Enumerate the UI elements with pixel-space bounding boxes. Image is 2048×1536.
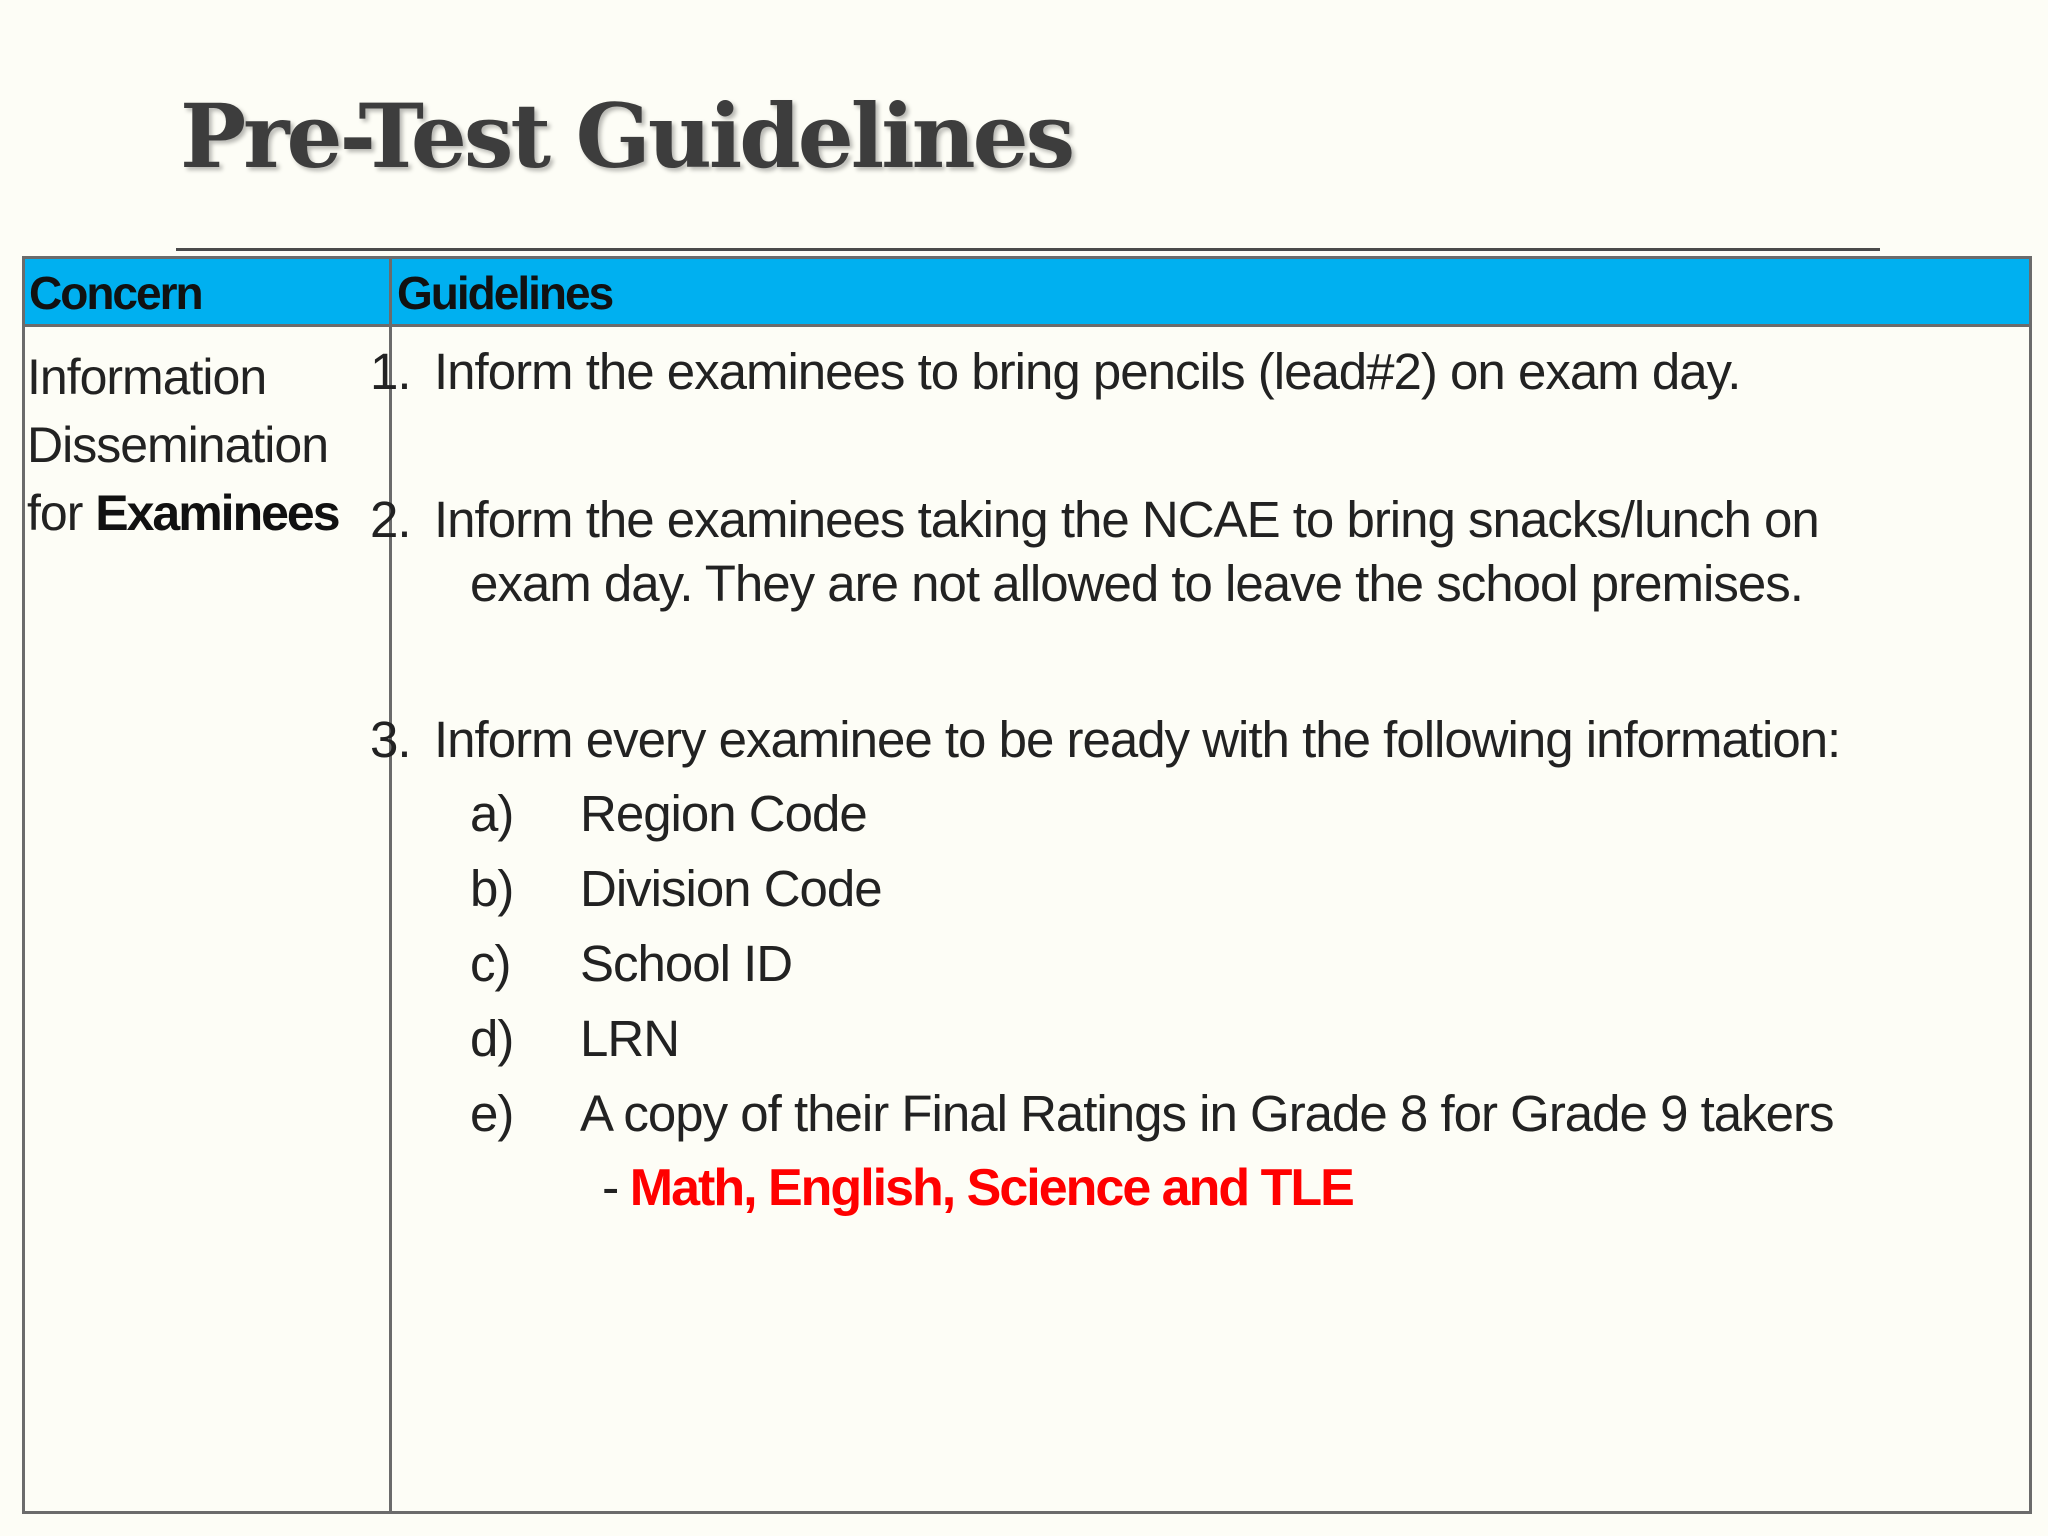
column-divider xyxy=(389,259,392,1511)
header-concern: Concern xyxy=(29,267,202,319)
guideline-number-1: 1. xyxy=(370,343,411,400)
guideline-item-2-continuation xyxy=(470,552,1803,616)
guideline-text-3: Inform every examinee to be ready with the following information: xyxy=(434,711,1841,768)
slide-title: Pre-Test Guidelines xyxy=(180,84,1073,188)
subjects-dash: - xyxy=(602,1159,630,1217)
guideline-item-3 xyxy=(370,708,1840,772)
subitem-letter: d) xyxy=(470,1010,514,1067)
subitem-text: Division Code xyxy=(580,860,882,917)
subitem-letter: a) xyxy=(470,785,514,842)
subitem-letter: b) xyxy=(470,860,514,917)
title-underline xyxy=(176,248,1880,251)
subitem-text: Region Code xyxy=(580,785,867,842)
subitem-text: A copy of their Final Ratings in Grade 8 for Grade 9 takers xyxy=(580,1085,1834,1142)
concern-line-1: Information xyxy=(27,349,267,405)
guidelines-table xyxy=(22,256,2032,1514)
subjects-line xyxy=(602,1156,1353,1220)
concern-line-2: Dissemination xyxy=(27,417,329,473)
concern-line-3-prefix: for xyxy=(27,485,96,541)
guideline-text-2-line-1: Inform the examinees taking the NCAE to bring snacks/lunch on xyxy=(434,491,1819,548)
subitem-a xyxy=(470,782,867,846)
subitem-text: School ID xyxy=(580,935,793,992)
subitem-b xyxy=(470,857,882,921)
table-header-row xyxy=(25,259,2029,327)
subjects-highlight: Math, English, Science and TLE xyxy=(629,1159,1353,1217)
guideline-text-1: Inform the examinees to bring pencils (lead#2) on exam day. xyxy=(434,343,1741,400)
subitem-d xyxy=(470,1007,679,1071)
guideline-item-1 xyxy=(370,340,1740,404)
guideline-item-2 xyxy=(370,488,1819,552)
subitem-letter: e) xyxy=(470,1085,514,1142)
subitem-letter: c) xyxy=(470,935,511,992)
guideline-number-2: 2. xyxy=(370,491,411,548)
guideline-number-3: 3. xyxy=(370,711,411,768)
subitem-text: LRN xyxy=(580,1010,680,1067)
concern-line-3 xyxy=(27,479,387,547)
subitem-e xyxy=(470,1082,1833,1146)
concern-examinees: Examinees xyxy=(95,485,339,541)
guideline-text-2-line-2: exam day. They are not allowed to leave the school premises. xyxy=(470,555,1803,612)
header-guidelines: Guidelines xyxy=(397,267,613,319)
concern-cell xyxy=(27,343,387,547)
subitem-c xyxy=(470,932,792,996)
